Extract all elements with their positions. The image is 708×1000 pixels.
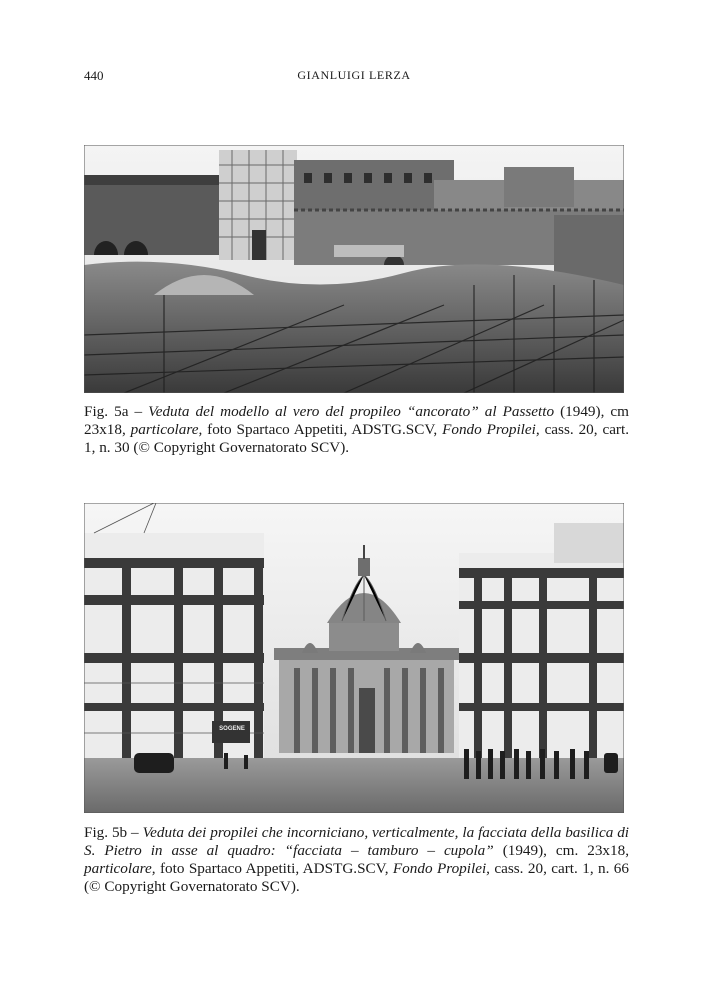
figure-detail-italic: particolare, (130, 421, 203, 438)
figure-details: (1949), cm 23x18, (84, 403, 629, 438)
figure-fondo: Fondo Propilei, (392, 860, 490, 877)
figure-archive-ref: cass. 20, cart. 1, n. 66 (© Copyright Governatorato SCV). (84, 860, 629, 895)
running-head: GIANLUIGI LERZA (297, 68, 411, 82)
figure-5b-caption (84, 824, 629, 896)
page-number: 440 (84, 68, 104, 83)
figure-title: Veduta del modello al vero del propileo “ancorato” al Passetto (148, 403, 555, 420)
figure-5b-photo (84, 503, 624, 813)
figure-credit: foto Spartaco Appetiti, ADSTG.SCV, (207, 421, 438, 438)
figure-5a-caption (84, 403, 629, 457)
figure-title: Veduta dei propilei che incorniciano, verticalmente, la facciata della basilica di S. Pietro in asse al quadro: “facciata – tamburo – cupola” (84, 824, 630, 859)
figure-detail-italic: particolare, (84, 860, 156, 877)
figure-fondo: Fondo Propilei, (442, 421, 540, 438)
figure-archive-ref: cass. 20, cart. 1, n. 30 (© Copyright Governatorato SCV). (84, 421, 630, 456)
figure-5a-photo (84, 145, 624, 393)
figure-details: (1949), cm. 23x18, (502, 842, 629, 859)
figure-credit: foto Spartaco Appetiti, ADSTG.SCV, (159, 860, 389, 877)
figure-label: Fig. 5b – (84, 824, 139, 841)
sogene-sign: SOGENE (219, 726, 245, 732)
figure-label: Fig. 5a – (84, 403, 143, 420)
